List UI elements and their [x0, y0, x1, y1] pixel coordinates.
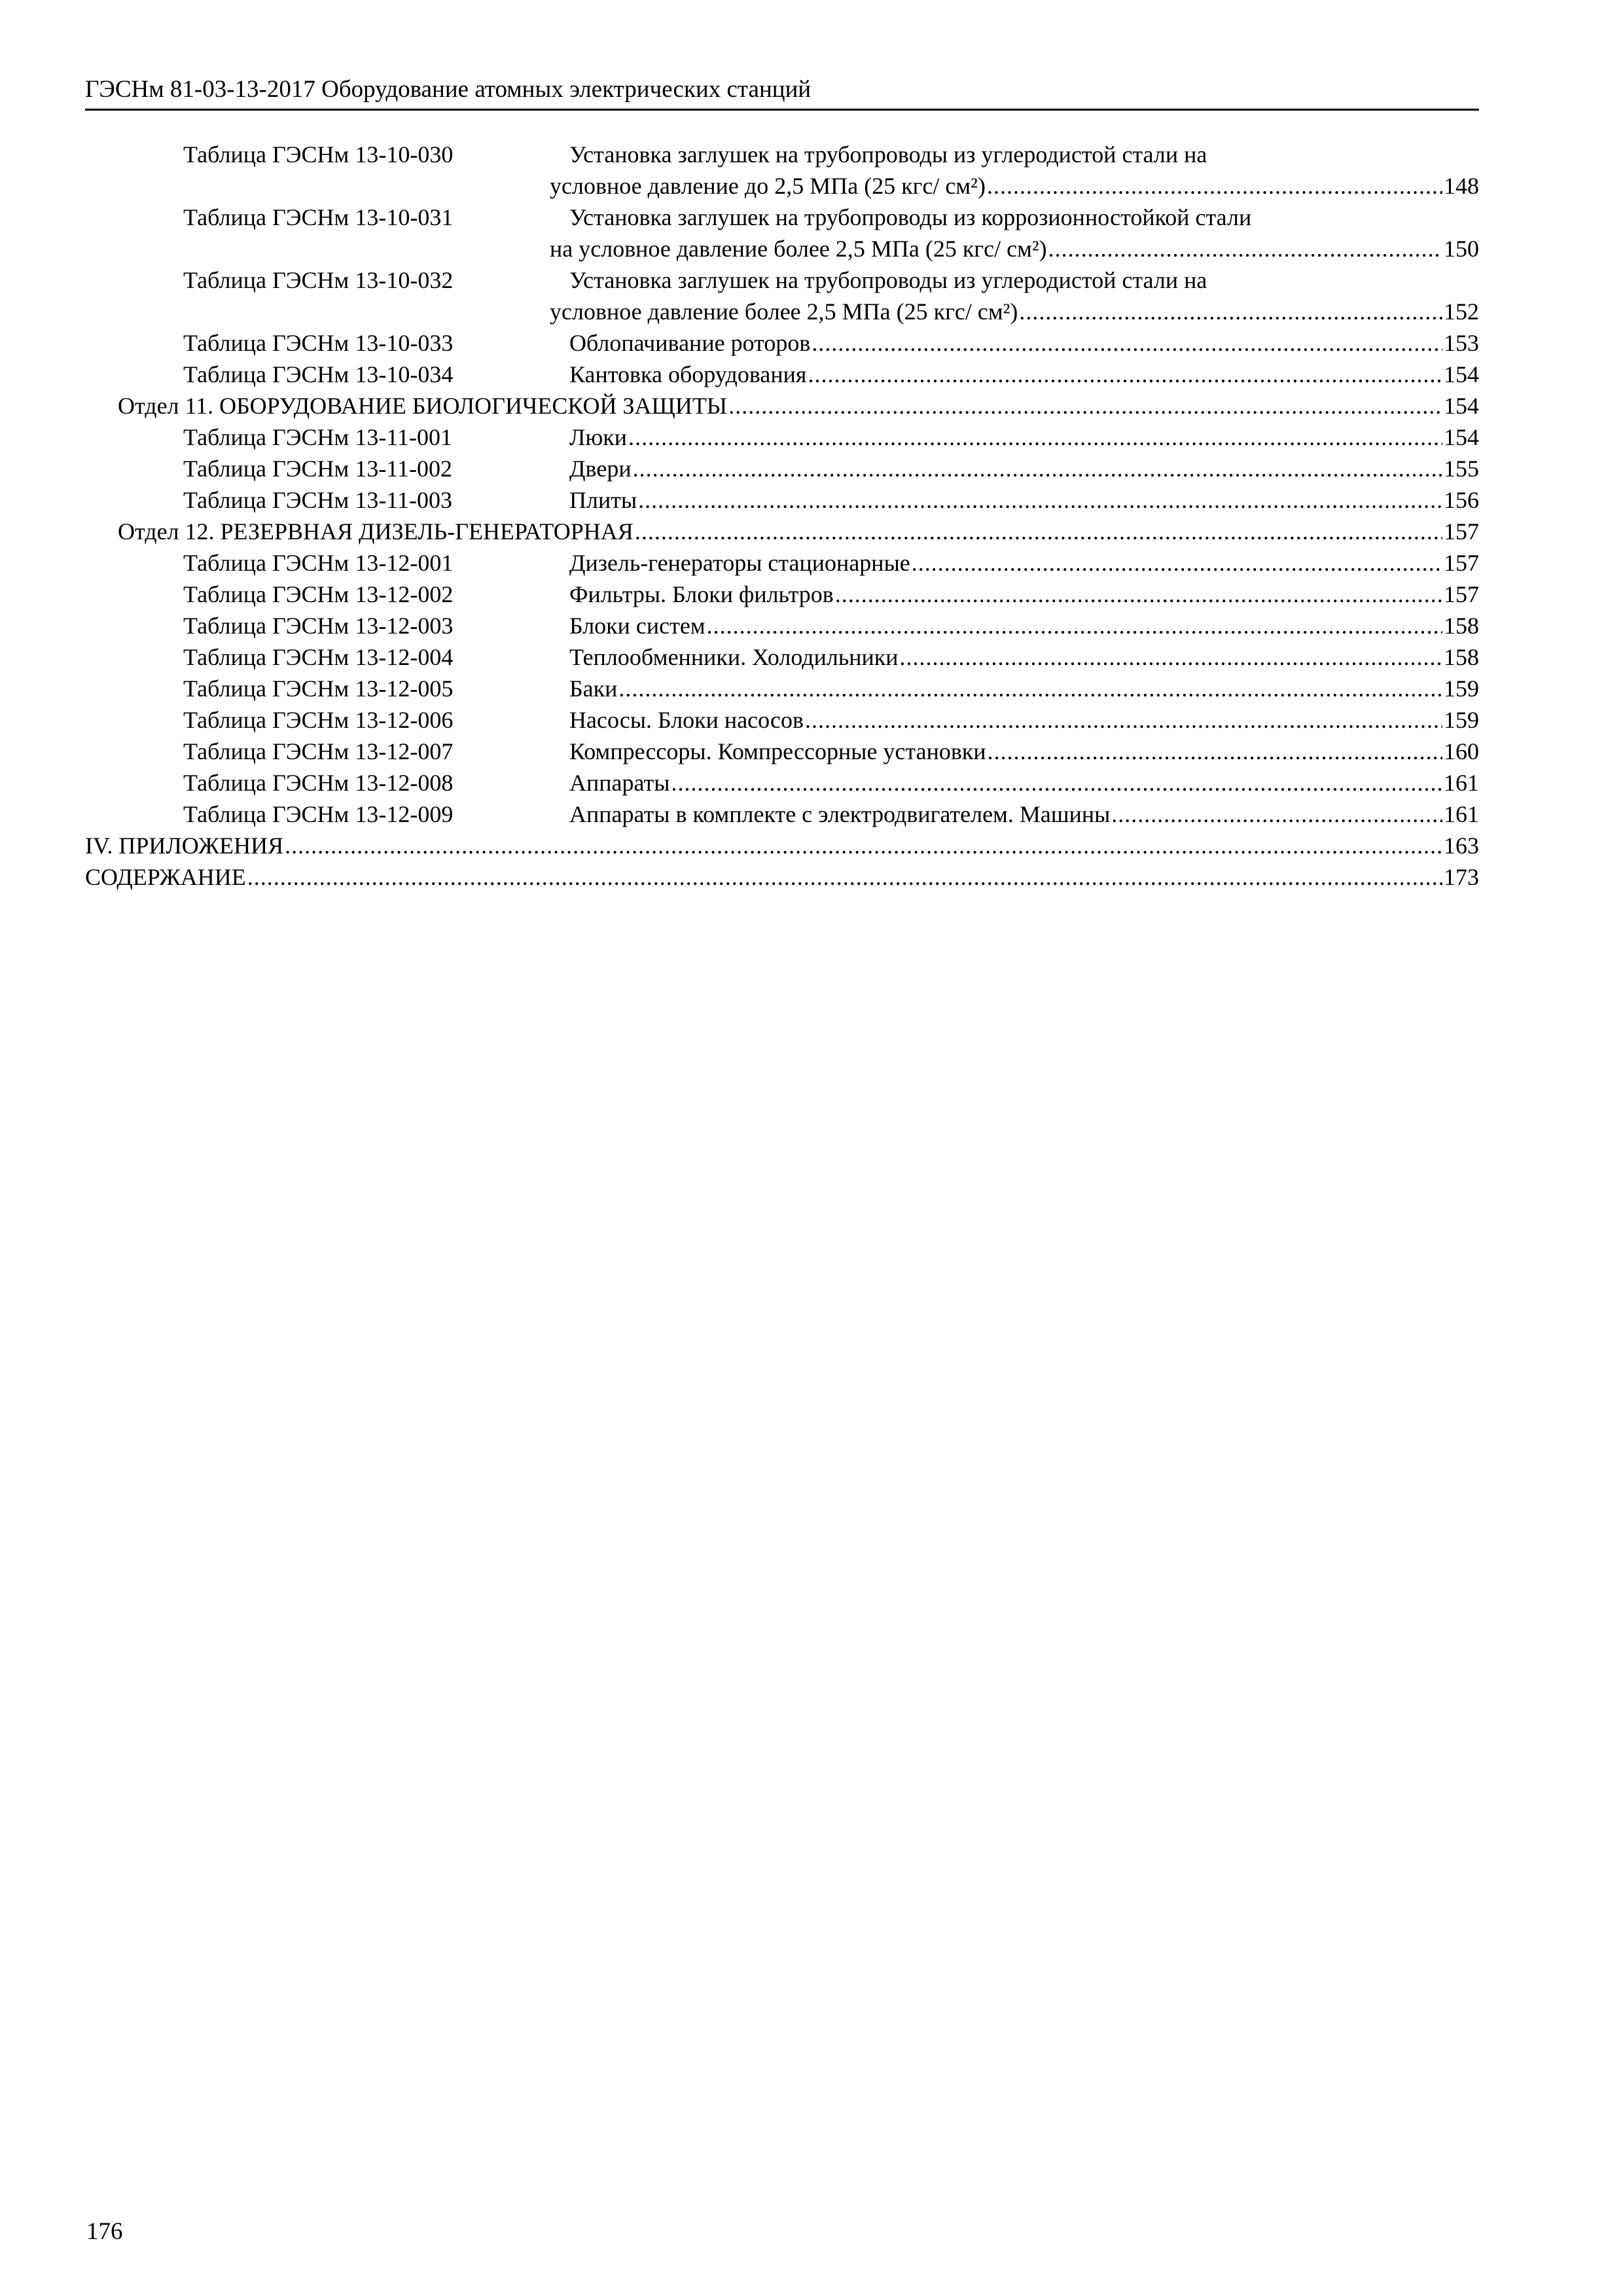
toc-leader: [569, 547, 1479, 579]
toc-leader: [569, 704, 1479, 736]
toc-leader: [550, 233, 1479, 264]
toc-entry-code: Таблица ГЭСНм 13-10-031: [183, 204, 454, 230]
leader-dots: [808, 359, 1442, 390]
toc-entry[interactable]: [0, 641, 1623, 673]
toc-entry-title: Облопачивание роторов: [569, 330, 811, 356]
toc-entry-title: Установка заглушек на трубопроводы из углеродистой стали на: [569, 141, 1207, 168]
toc-entry[interactable]: [0, 798, 1623, 830]
leader-dots: [633, 453, 1442, 484]
leader-dots: [628, 422, 1442, 453]
toc-leader: [569, 359, 1479, 390]
toc-entry[interactable]: [0, 767, 1623, 798]
toc-entry-code: Таблица ГЭСНм 13-11-001: [183, 424, 452, 450]
toc-page-number: 161: [1444, 801, 1479, 827]
leader-dots: [247, 861, 1442, 893]
toc-leader: [550, 170, 1479, 202]
toc-entry-code: Таблица ГЭСНм 13-11-002: [183, 456, 452, 482]
toc-leader: [118, 390, 1479, 422]
toc-entry-code: Таблица ГЭСНм 13-12-005: [183, 675, 454, 702]
toc-page-number: 163: [1444, 833, 1479, 859]
toc-leader: [569, 736, 1479, 767]
toc-entry[interactable]: [0, 547, 1623, 579]
leader-dots: [1111, 798, 1442, 830]
running-header: [85, 73, 1479, 111]
toc-entry[interactable]: [0, 327, 1623, 359]
toc-page-number: 154: [1444, 361, 1479, 387]
page-number: 176: [86, 2218, 123, 2245]
toc-leader: [569, 422, 1479, 453]
toc-entry-title-cont: на условное давление более 2,5 МПа (25 кгс/ см²): [550, 236, 1047, 262]
toc-section[interactable]: [0, 390, 1623, 422]
leader-dots: [987, 170, 1442, 202]
leader-dots: [638, 484, 1442, 516]
toc-entry-title: Дизель-генераторы стационарные: [569, 550, 910, 576]
toc-leader: [569, 610, 1479, 641]
toc-entry-code: Таблица ГЭСНм 13-12-007: [183, 738, 454, 764]
toc-page-number: 159: [1444, 675, 1479, 702]
leader-dots: [1048, 233, 1442, 264]
toc-section[interactable]: [0, 516, 1623, 547]
leader-dots: [618, 673, 1442, 704]
toc-entry-title: Аппараты: [569, 770, 670, 796]
toc-leader: [85, 861, 1479, 893]
toc-page-number: 150: [1444, 236, 1479, 262]
toc-leader: [118, 516, 1479, 547]
toc-entry-code: Таблица ГЭСНм 13-12-001: [183, 550, 454, 576]
toc-entry-title: Плиты: [569, 487, 637, 513]
leader-dots: [728, 390, 1442, 422]
toc-page-number: 157: [1444, 581, 1479, 607]
toc-entry-continuation[interactable]: [0, 296, 1623, 327]
toc-page-number: 155: [1444, 456, 1479, 482]
toc-page-number: 152: [1444, 298, 1479, 325]
toc-entry-continuation[interactable]: [0, 233, 1623, 264]
toc-leader: [569, 798, 1479, 830]
running-header-title: ГЭСНм 81-03-13-2017 Оборудование атомных электрических станций: [85, 76, 812, 103]
toc-leader: [569, 327, 1479, 359]
toc-page-number: 154: [1444, 424, 1479, 450]
toc-entry-code: Таблица ГЭСНм 13-10-030: [183, 141, 454, 168]
toc-entry[interactable]: [0, 673, 1623, 704]
leader-dots: [812, 327, 1442, 359]
toc-entry[interactable]: [0, 484, 1623, 516]
toc-leader: [569, 453, 1479, 484]
toc-entry-code: Таблица ГЭСНм 13-12-003: [183, 613, 454, 639]
toc-entry-code: Таблица ГЭСНм 13-12-006: [183, 707, 454, 733]
toc-entry-code: Таблица ГЭСНм 13-12-008: [183, 770, 454, 796]
toc-page-number: 153: [1444, 330, 1479, 356]
leader-dots: [671, 767, 1442, 798]
leader-dots: [912, 547, 1442, 579]
toc-leader: [569, 579, 1479, 610]
leader-dots: [635, 516, 1442, 547]
toc-entry-title: Теплообменники. Холодильники: [569, 644, 899, 670]
toc-section-title: Отдел 11. ОБОРУДОВАНИЕ БИОЛОГИЧЕСКОЙ ЗАЩИТЫ: [118, 393, 728, 419]
toc-entry-title-cont: условное давление более 2,5 МПа (25 кгс/ см²): [550, 298, 1018, 325]
leader-dots: [707, 610, 1442, 641]
table-of-contents: [0, 139, 1623, 893]
toc-entry-code: Таблица ГЭСНм 13-12-004: [183, 644, 454, 670]
leader-dots: [900, 641, 1442, 673]
toc-entry[interactable]: [0, 453, 1623, 484]
toc-page-number: 160: [1444, 738, 1479, 764]
toc-part-title: СОДЕРЖАНИЕ: [85, 864, 246, 890]
toc-entry-title: Установка заглушек на трубопроводы из углеродистой стали на: [569, 267, 1207, 293]
leader-dots: [805, 704, 1442, 736]
toc-entry[interactable]: [0, 579, 1623, 610]
toc-entry-code: Таблица ГЭСНм 13-10-033: [183, 330, 454, 356]
toc-entry-code: Таблица ГЭСНм 13-12-009: [183, 801, 454, 827]
toc-leader: [569, 484, 1479, 516]
toc-entry-title: Фильтры. Блоки фильтров: [569, 581, 834, 607]
toc-leader: [569, 673, 1479, 704]
leader-dots: [285, 830, 1442, 861]
toc-leader: [569, 641, 1479, 673]
toc-entry-title: Баки: [569, 675, 618, 702]
toc-page-number: 154: [1444, 393, 1479, 419]
toc-entry[interactable]: [0, 736, 1623, 767]
leader-dots: [988, 736, 1442, 767]
toc-page-number: 158: [1444, 644, 1479, 670]
toc-entry-title: Блоки систем: [569, 613, 705, 639]
toc-entry-title-cont: условное давление до 2,5 МПа (25 кгс/ см²): [550, 173, 986, 199]
toc-part-title: IV. ПРИЛОЖЕНИЯ: [85, 833, 284, 859]
toc-leader: [550, 296, 1479, 327]
toc-entry[interactable]: [0, 139, 1623, 170]
toc-entry[interactable]: [0, 422, 1623, 453]
toc-entry-title: Компрессоры. Компрессорные установки: [569, 738, 986, 764]
toc-page-number: 158: [1444, 613, 1479, 639]
toc-part[interactable]: [0, 830, 1623, 861]
toc-entry-code: Таблица ГЭСНм 13-11-003: [183, 487, 452, 513]
toc-entry-code: Таблица ГЭСНм 13-10-034: [183, 361, 454, 387]
toc-entry-title: Кантовка оборудования: [569, 361, 807, 387]
toc-page-number: 173: [1444, 864, 1479, 890]
toc-leader: [85, 830, 1479, 861]
toc-entry-title: Аппараты в комплекте с электродвигателем. Машины: [569, 801, 1111, 827]
toc-page-number: 156: [1444, 487, 1479, 513]
toc-entry[interactable]: [0, 264, 1623, 296]
toc-page-number: 161: [1444, 770, 1479, 796]
toc-entry[interactable]: [0, 202, 1623, 233]
toc-leader: [569, 767, 1479, 798]
toc-page-number: 148: [1444, 173, 1479, 199]
toc-page-number: 159: [1444, 707, 1479, 733]
toc-entry-code: Таблица ГЭСНм 13-10-032: [183, 267, 454, 293]
toc-entry[interactable]: [0, 704, 1623, 736]
toc-entry-title: Двери: [569, 456, 632, 482]
leader-dots: [1019, 296, 1442, 327]
toc-entry[interactable]: [0, 610, 1623, 641]
toc-part[interactable]: [0, 861, 1623, 893]
toc-page-number: 157: [1444, 518, 1479, 545]
toc-entry-title: Люки: [569, 424, 628, 450]
toc-section-title: Отдел 12. РЕЗЕРВНАЯ ДИЗЕЛЬ-ГЕНЕРАТОРНАЯ: [118, 518, 633, 545]
toc-entry-title: Установка заглушек на трубопроводы из коррозионностойкой стали: [569, 204, 1252, 230]
toc-entry-code: Таблица ГЭСНм 13-12-002: [183, 581, 454, 607]
toc-entry-continuation[interactable]: [0, 170, 1623, 202]
toc-entry-title: Насосы. Блоки насосов: [569, 707, 804, 733]
toc-page-number: 157: [1444, 550, 1479, 576]
leader-dots: [835, 579, 1442, 610]
toc-entry[interactable]: [0, 359, 1623, 390]
